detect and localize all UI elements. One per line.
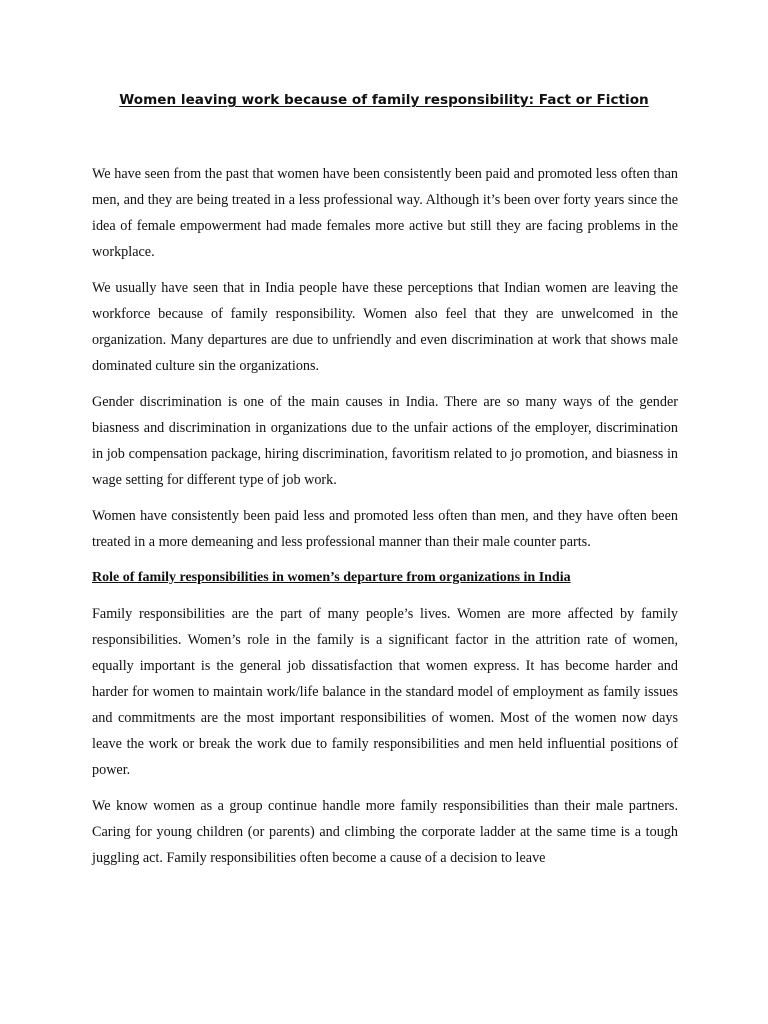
paragraph-3: Gender discrimination is one of the main causes in India. There are so many ways of the gender biasness and discrimination in organizations due to the unfair actions of the employer, discrimination in job compensation package, hiring discrimination, favoritism related to jo promotion, and biasness in wage setting for different type of job work. [92,394,678,488]
paragraph-2: We usually have seen that in India people have these perceptions that Indian women are leaving the workforce because of family responsibility. Women also feel that they are unwelcomed in the organization. Many departures are due to unfriendly and even discrimination at work that shows male dominated culture sin the organizations. [92,280,678,374]
section-paragraph-2: We know women as a group continue handle more family responsibilities than their male partners. Caring for young children (or parents) and climbing the corporate ladder at the same time is a tough juggling act. Family responsibilities often become a cause of a decision to leave [92,798,678,866]
document-body [92,161,678,881]
section-heading: Role of family responsibilities in women’s departure from organizations in India [92,570,571,585]
section-paragraph-1: Family responsibilities are the part of many people’s lives. Women are more affected by family responsibilities. Women’s role in the family is a significant factor in the attrition rate of women, equally important is the general job dissatisfaction that women express. It has become harder and harder for women to maintain work/life balance in the standard model of employment as family issues and commitments are the most important responsibilities of women. Most of the women now days leave the work or break the work due to family responsibilities and men held influential positions of power. [92,606,678,778]
paragraph-4: Women have consistently been paid less and promoted less often than men, and they have often been treated in a more demeaning and less professional manner than their male counter parts. [92,508,678,550]
document-title: Women leaving work because of family responsibility: Fact or Fiction [119,92,649,108]
paragraph-1: We have seen from the past that women have been consistently been paid and promoted less often than men, and they are being treated in a less professional way. Although it’s been over forty years since the idea of female empowerment had made females more active but still they are facing problems in the workplace. [92,166,678,260]
